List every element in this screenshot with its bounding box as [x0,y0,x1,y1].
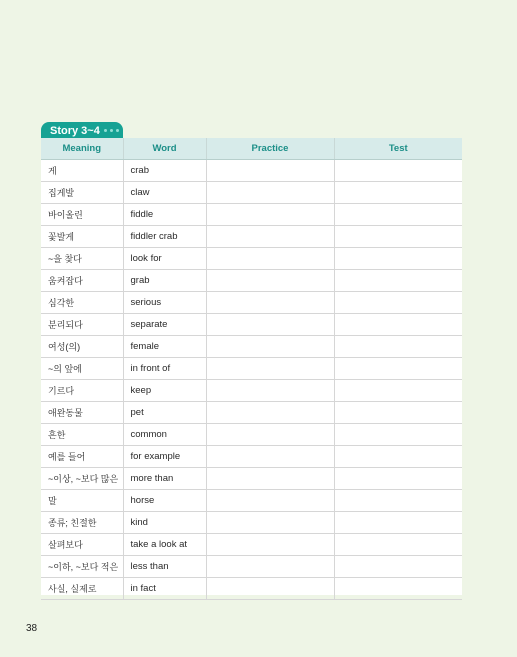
table-row [41,160,462,182]
test-cell[interactable] [334,468,462,490]
table-row [41,490,462,512]
decorative-dots [104,129,119,132]
dot-icon [116,129,119,132]
practice-cell[interactable] [206,468,334,490]
meaning-cell: 애완동물 [41,402,123,424]
test-cell[interactable] [334,512,462,534]
meaning-cell: ~의 앞에 [41,358,123,380]
test-cell[interactable] [334,314,462,336]
meaning-cell: 종류; 친절한 [41,512,123,534]
table-row [41,182,462,204]
test-cell[interactable] [334,402,462,424]
vocabulary-sheet [41,138,462,595]
word-cell: fiddler crab [123,226,206,248]
practice-cell[interactable] [206,248,334,270]
table-row [41,248,462,270]
word-cell: claw [123,182,206,204]
word-cell: in front of [123,358,206,380]
test-cell[interactable] [334,226,462,248]
table-row [41,226,462,248]
word-cell: in fact [123,578,206,600]
word-cell: female [123,336,206,358]
meaning-cell: 심각한 [41,292,123,314]
meaning-cell: 꽃발게 [41,226,123,248]
table-row [41,446,462,468]
dot-icon [110,129,113,132]
test-cell[interactable] [334,490,462,512]
story-label: Story 3~4 [50,124,100,137]
word-cell: look for [123,248,206,270]
practice-cell[interactable] [206,446,334,468]
table-row [41,380,462,402]
practice-cell[interactable] [206,402,334,424]
practice-cell[interactable] [206,358,334,380]
meaning-cell: 분리되다 [41,314,123,336]
meaning-cell: 움켜잡다 [41,270,123,292]
table-row [41,402,462,424]
practice-cell[interactable] [206,182,334,204]
practice-cell[interactable] [206,556,334,578]
word-cell: keep [123,380,206,402]
story-tab [41,122,123,139]
practice-cell[interactable] [206,424,334,446]
dot-icon [104,129,107,132]
table-row [41,424,462,446]
meaning-cell: ~이하, ~보다 적은 [41,556,123,578]
word-cell: grab [123,270,206,292]
test-cell[interactable] [334,578,462,600]
test-cell[interactable] [334,358,462,380]
column-header-practice: Practice [206,138,334,160]
word-cell: for example [123,446,206,468]
meaning-cell: 예를 들어 [41,446,123,468]
word-cell: more than [123,468,206,490]
practice-cell[interactable] [206,292,334,314]
test-cell[interactable] [334,160,462,182]
test-cell[interactable] [334,292,462,314]
word-cell: fiddle [123,204,206,226]
table-row [41,270,462,292]
word-cell: less than [123,556,206,578]
word-cell: kind [123,512,206,534]
table-row [41,534,462,556]
practice-cell[interactable] [206,270,334,292]
word-cell: take a look at [123,534,206,556]
practice-cell[interactable] [206,226,334,248]
word-cell: serious [123,292,206,314]
practice-cell[interactable] [206,490,334,512]
word-cell: separate [123,314,206,336]
practice-cell[interactable] [206,380,334,402]
table-row [41,556,462,578]
column-header-meaning: Meaning [41,138,123,160]
meaning-cell: 집게발 [41,182,123,204]
meaning-cell: 여성(의) [41,336,123,358]
table-row [41,204,462,226]
table-row [41,358,462,380]
test-cell[interactable] [334,446,462,468]
test-cell[interactable] [334,204,462,226]
test-cell[interactable] [334,182,462,204]
meaning-cell: 살펴보다 [41,534,123,556]
meaning-cell: 흔한 [41,424,123,446]
practice-cell[interactable] [206,160,334,182]
table-row [41,336,462,358]
page-number: 38 [26,623,38,634]
practice-cell[interactable] [206,578,334,600]
header-row [41,138,462,160]
practice-cell[interactable] [206,204,334,226]
table-row [41,468,462,490]
table-row [41,292,462,314]
table-row [41,314,462,336]
practice-cell[interactable] [206,534,334,556]
meaning-cell: ~을 찾다 [41,248,123,270]
test-cell[interactable] [334,556,462,578]
test-cell[interactable] [334,534,462,556]
word-cell: common [123,424,206,446]
meaning-cell: 말 [41,490,123,512]
vocabulary-table [41,138,462,600]
meaning-cell: 게 [41,160,123,182]
meaning-cell: 사실, 실제로 [41,578,123,600]
meaning-cell: ~이상, ~보다 많은 [41,468,123,490]
test-cell[interactable] [334,336,462,358]
practice-cell[interactable] [206,512,334,534]
test-cell[interactable] [334,380,462,402]
practice-cell[interactable] [206,314,334,336]
table-row [41,512,462,534]
table-row [41,578,462,600]
word-cell: horse [123,490,206,512]
test-cell[interactable] [334,270,462,292]
column-header-test: Test [334,138,462,160]
word-cell: crab [123,160,206,182]
test-cell[interactable] [334,248,462,270]
word-cell: pet [123,402,206,424]
test-cell[interactable] [334,424,462,446]
meaning-cell: 기르다 [41,380,123,402]
practice-cell[interactable] [206,336,334,358]
meaning-cell: 바이올린 [41,204,123,226]
column-header-word: Word [123,138,206,160]
